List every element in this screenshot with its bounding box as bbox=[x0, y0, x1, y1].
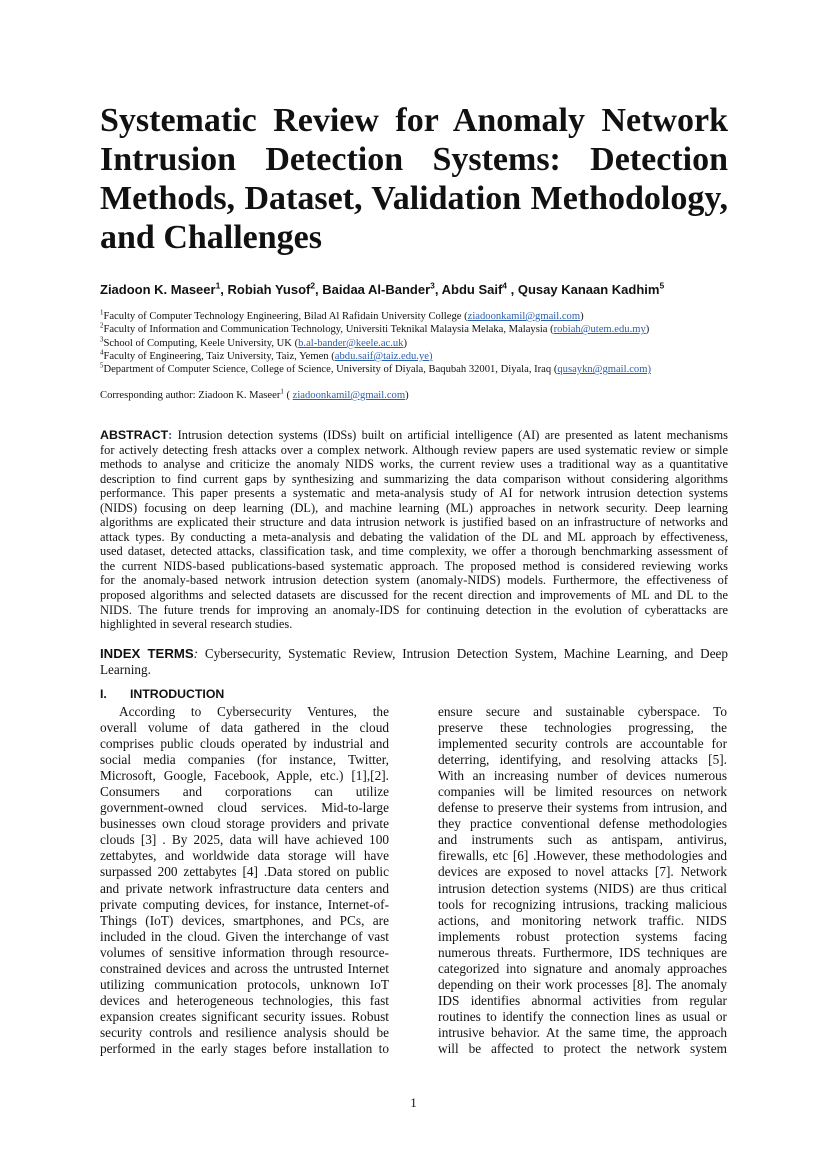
body-text-line: preserve these technologies progressing, the bbox=[438, 720, 727, 736]
body-text-line: numerous threats. Furthermore, IDS techniques are bbox=[438, 944, 727, 960]
affiliation-end: ) bbox=[580, 311, 584, 322]
body-text-line: security controls and resilience analysis should be bbox=[100, 1024, 389, 1040]
body-text-line: With an increasing number of devices numerous bbox=[438, 768, 727, 784]
abstract-text: Intrusion detection systems (IDSs) built on artificial intelligence (AI) are presented as latent mechanisms bbox=[172, 428, 728, 442]
index-terms-colon: : bbox=[193, 646, 199, 661]
title-line: and Challenges bbox=[100, 219, 322, 256]
abstract-line bbox=[100, 573, 728, 588]
body-text-line: clouds [3] . By 2025, data will have achieved 100 bbox=[100, 832, 389, 848]
body-text-line: will be affected to protect the network system bbox=[438, 1040, 727, 1056]
abstract-line bbox=[100, 559, 728, 574]
affiliation-sup: 2 bbox=[100, 322, 104, 330]
body-text-line: expansion creates significant security issues. Robust bbox=[100, 1008, 389, 1024]
body-text-line: devices are exposed to novel attacks [7]. Network bbox=[438, 864, 727, 880]
abstract-line bbox=[100, 603, 728, 618]
body-text-line: constrained devices and across the untrusted Internet bbox=[100, 960, 389, 976]
body-text-line: actions, and monitoring network traffic. NIDS bbox=[438, 912, 727, 928]
abstract-line bbox=[100, 443, 728, 458]
affiliation-email-link[interactable]: robiah@utem.edu.my bbox=[553, 324, 646, 336]
body-text-line: comprises public clouds operated by industrial and bbox=[100, 736, 389, 752]
body-text-line: implemented security controls are accountable for bbox=[438, 736, 727, 752]
affiliation-sup: 1 bbox=[100, 309, 104, 317]
body-text-line: routines to identify the connection lines as usual or bbox=[438, 1008, 727, 1024]
author-name: Baidaa Al-Bander bbox=[322, 282, 431, 297]
abstract-colon: : bbox=[168, 428, 173, 442]
left-column bbox=[100, 704, 389, 1057]
abstract-text: attack types. By conducting a meta-analysis and debating the validation of the DL and ML approach by effectiveness, bbox=[100, 529, 728, 544]
affiliation-end: ) bbox=[403, 337, 407, 349]
affiliation-email-link[interactable]: abdu.saif@taiz.edu.ye) bbox=[334, 350, 433, 362]
body-text-line: volumes of sensitive information through resource- bbox=[100, 944, 389, 960]
body-text-line: overall volume of data gathered in the cloud bbox=[100, 720, 389, 736]
index-terms-text: Learning. bbox=[100, 661, 151, 677]
title-line: Intrusion Detection Systems: Detection bbox=[100, 141, 728, 178]
abstract-text: the current NIDS-based publications-based systematic approach. The proposed method is considered reviewing works bbox=[100, 558, 728, 573]
body-text-line: implements robust protection systems facing bbox=[438, 928, 727, 944]
abstract-text: performance. This paper presents a systematic and meta-analysis study of AI for network intrusion detection systems bbox=[100, 486, 728, 501]
body-text-line: utilizing communication protocols, unknown IoT bbox=[100, 976, 389, 992]
body-text-line: Microsoft, Google, Facebook, Apple, etc.) [1],[2]. bbox=[100, 768, 389, 784]
index-terms-line bbox=[100, 646, 728, 662]
author-name: Abdu Saif bbox=[441, 282, 503, 297]
body-text-line: surpassed 200 zettabytes [4] .Data stored on public bbox=[100, 864, 389, 880]
body-text-line: private computing devices, for instance, Internet-of- bbox=[100, 896, 389, 912]
abstract-text: methods to analyse and criticize the anomaly NIDS works, the current review uses a traditional way as a quantitative bbox=[100, 457, 728, 472]
affiliation-text: Faculty of Computer Technology Engineering, Bilad Al Rafidain University College ( bbox=[103, 311, 468, 322]
affiliation-line bbox=[100, 310, 651, 323]
body-text-line: included in the cloud. Given the interchange of vast bbox=[100, 928, 389, 944]
corresponding-email-link[interactable]: ziadoonkamil@gmail.com bbox=[292, 390, 406, 401]
corresponding-sup: 1 bbox=[280, 388, 284, 396]
body-text-line: and instruments such as antispam, antivirus, bbox=[438, 832, 727, 848]
page-number: 1 bbox=[410, 1095, 417, 1110]
body-text-line: zettabytes, and worldwide data storage will have bbox=[100, 848, 389, 864]
author-sup: 5 bbox=[659, 280, 665, 291]
body-text-line: government-owned cloud services. Mid-to-large bbox=[100, 800, 389, 816]
paren-close: ) bbox=[405, 390, 409, 401]
body-text-line: intrusive behavior. At the same time, the approach bbox=[438, 1024, 727, 1040]
affiliation-text: School of Computing, Keele University, UK ( bbox=[103, 337, 299, 349]
affiliation-text: Faculty of Information and Communication Technology, Universiti Teknikal Malaysia Melaka, Malaysia ( bbox=[103, 324, 554, 336]
body-text-line: IDS identifies abnormal activities from regular bbox=[438, 992, 727, 1008]
title-line: Methods, Dataset, Validation Methodology, bbox=[100, 180, 728, 217]
affiliation-line bbox=[100, 363, 651, 376]
body-text-line: Things (IoT) devices, smartphones, and PCs, are bbox=[100, 912, 389, 928]
abstract-line bbox=[100, 457, 728, 472]
abstract-line bbox=[100, 428, 728, 443]
body-text-line: companies will be limited resources on network bbox=[438, 784, 727, 800]
index-terms-text: Cybersecurity, Systematic Review, Intrusion Detection System, Machine Learning, and Deep bbox=[198, 646, 729, 661]
body-text-line: social media companies (for instance, Twitter, bbox=[100, 752, 389, 768]
abstract-line bbox=[100, 588, 728, 603]
affiliation-sup: 5 bbox=[100, 362, 104, 370]
author-name: Robiah Yusof bbox=[227, 282, 311, 297]
body-text-line: and private network infrastructure data centers and bbox=[100, 880, 389, 896]
author-name: Qusay Kanaan Kadhim bbox=[517, 282, 660, 297]
author-sup: 3 bbox=[430, 280, 435, 291]
section-title: INTRODUCTION bbox=[130, 687, 225, 701]
body-text-line: businesses own cloud storage providers and private bbox=[100, 816, 389, 832]
abstract-label: ABSTRACT bbox=[100, 428, 169, 442]
affiliations bbox=[100, 310, 651, 376]
author-list bbox=[100, 282, 664, 297]
affiliation-sup: 4 bbox=[100, 349, 104, 357]
author-sup: 1 bbox=[215, 280, 221, 291]
abstract-line bbox=[100, 617, 728, 632]
body-text-line: categorized into signature and anomaly approaches bbox=[438, 960, 727, 976]
body-text-line: performed in the early stages before installation to bbox=[100, 1040, 389, 1056]
affiliation-line bbox=[100, 337, 651, 350]
affiliation-text: Faculty of Engineering, Taiz University, Taiz, Yemen ( bbox=[103, 350, 335, 362]
affiliation-sup: 3 bbox=[100, 336, 104, 344]
affiliation-email-link[interactable]: ziadoonkamil@gmail.com bbox=[467, 311, 581, 322]
abstract-line bbox=[100, 501, 728, 516]
author-separator: , bbox=[507, 282, 518, 297]
right-column bbox=[438, 704, 727, 1057]
corresponding-author bbox=[100, 390, 409, 401]
index-terms bbox=[100, 646, 728, 677]
abstract-text: used dataset, detected attacks, classification task, and time complexity, we offer a thorough benchmarking assessment of bbox=[100, 544, 728, 559]
affiliation-line bbox=[100, 323, 651, 336]
affiliation-email-link[interactable]: b.al-bander@keele.ac.uk bbox=[298, 337, 404, 349]
body-text-line: tools for recognizing intrusions, tracking malicious bbox=[438, 896, 727, 912]
body-text-line: they practice conventional defense methodologies bbox=[438, 816, 727, 832]
author-sup: 4 bbox=[502, 280, 507, 291]
author-separator: , bbox=[434, 282, 442, 297]
affiliation-email-link[interactable]: qusaykn@gmail.com) bbox=[557, 364, 651, 376]
author-name: Ziadoon K. Maseer bbox=[100, 282, 216, 297]
abstract-line bbox=[100, 486, 728, 501]
affiliation-text: Department of Computer Science, College of Science, University of Diyala, Baqubah 32001, Diyala, Iraq ( bbox=[103, 364, 558, 376]
body-text-line: According to Cybersecurity Ventures, the bbox=[119, 704, 389, 719]
abstract-line bbox=[100, 530, 728, 545]
affiliation-line bbox=[100, 350, 651, 363]
body-text-line: devices and heterogeneous technologies, this fast bbox=[100, 992, 389, 1008]
body-text-line: ensure secure and sustainable cyberspace. To bbox=[438, 704, 727, 719]
abstract-text: NIDS. The future trends for improving an anomaly-IDS for continuing detection in the evolution of cyberattacks are bbox=[100, 602, 728, 617]
abstract-text: proposed algorithms and selected datasets are discussed for the recent direction and improvements of ML and DL to the bbox=[100, 588, 728, 603]
author-separator: , bbox=[315, 282, 323, 297]
title-line: Systematic Review for Anomaly Network bbox=[100, 102, 728, 139]
abstract-line bbox=[100, 544, 728, 559]
abstract bbox=[100, 428, 728, 632]
index-terms-label: INDEX TERMS bbox=[100, 646, 194, 661]
abstract-line bbox=[100, 472, 728, 487]
body-text-line: defense to preserve their systems from intrusion, and bbox=[438, 800, 727, 816]
body-text-line: intrusion detection systems (NIDS) are thus critical bbox=[438, 880, 727, 896]
author-sup: 2 bbox=[310, 280, 316, 291]
body-text-line: depending on their work processes [8]. The anomaly bbox=[438, 976, 727, 992]
affiliation-end: ) bbox=[645, 324, 650, 336]
corresponding-label: Corresponding author: Ziadoon K. Maseer bbox=[100, 390, 281, 401]
paper-title bbox=[100, 101, 728, 257]
body-text-line: firewalls, etc [6] .However, these methodologies and bbox=[438, 848, 727, 864]
author-separator: , bbox=[220, 282, 228, 297]
paren-open: ( bbox=[283, 390, 293, 401]
body-text-line: Consumers and corporations can utilize bbox=[100, 784, 389, 800]
body-text-line: deterring, identifying, and resolving attacks [5]. bbox=[438, 752, 727, 768]
abstract-text: for the anomaly-based network intrusion detection system (anomaly-NIDS) models. Furthermore, the effectiveness of bbox=[100, 573, 728, 588]
index-terms-line bbox=[100, 662, 728, 678]
section-number: I. bbox=[100, 687, 107, 701]
abstract-line bbox=[100, 515, 728, 530]
abstract-text: algorithms are explicated their structure and data intrusion network is justified based on an infrastructure of networks and bbox=[100, 515, 728, 530]
abstract-text: highlighted in several research studies. bbox=[100, 617, 293, 632]
abstract-text: (NIDS) focusing on deep learning (DL), and machine learning (ML) approaches in network security. Deep learning bbox=[100, 500, 728, 515]
abstract-text: description to find current gaps by synthesizing and summarizing the data comparison without considering algorithms bbox=[100, 471, 728, 486]
abstract-text: for actively detecting fresh attacks over a complex network. Although review papers are used systematic review or simple bbox=[100, 442, 728, 457]
section-heading-introduction bbox=[100, 687, 224, 701]
